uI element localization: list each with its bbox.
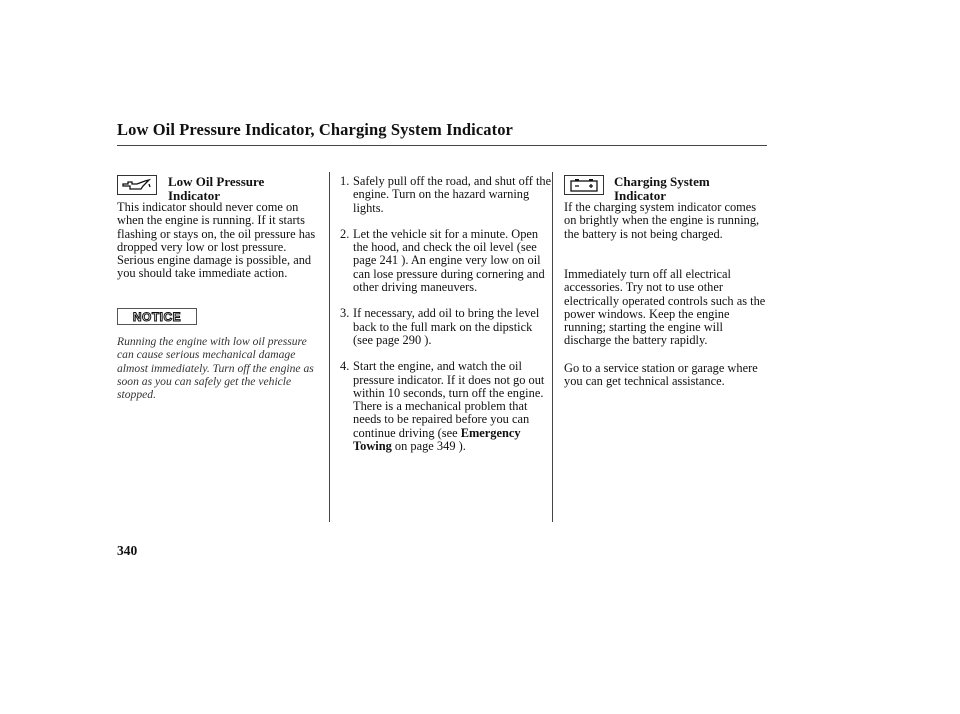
charging-para-1: If the charging system indicator comes on brightly when the engine is running, the battery is not being charged.	[564, 200, 760, 241]
low-oil-heading-line2: Indicator	[168, 187, 220, 203]
charging-para-3: Go to a service station or garage where you can get technical assistance.	[564, 361, 758, 389]
low-oil-heading-line1: Low Oil Pressure	[168, 174, 265, 189]
page-reference: 241	[379, 253, 399, 268]
step-text: Safely pull off the road, and shut off the engine. Turn on the hazard warning lights.	[353, 174, 552, 215]
low-oil-heading	[168, 175, 264, 202]
column-divider-right	[552, 172, 553, 522]
charging-heading-line2: Indicator	[614, 187, 666, 203]
emergency-towing-reference: Emergency Towing	[353, 425, 521, 454]
list-item	[340, 360, 555, 453]
step-number: 4.	[340, 359, 350, 374]
page-reference: 349	[436, 439, 456, 454]
oil-can-icon	[117, 175, 157, 195]
page-title: Low Oil Pressure Indicator, Charging System Indicator	[117, 120, 513, 139]
step-text: If necessary, add oil to bring the level back to the full mark on the dipstick (see page	[353, 306, 540, 347]
charging-heading-line1: Charging System	[614, 174, 710, 189]
step-text-mid: on page	[394, 439, 434, 454]
column-divider-left	[329, 172, 330, 522]
step-text-after: ). An engine very low on oil can lose pressure during cornering and other driving maneuvers.	[353, 253, 545, 295]
step-text-after: ).	[458, 439, 466, 454]
page-number: 340	[117, 543, 138, 558]
page-reference: 290	[402, 332, 422, 347]
list-item	[340, 228, 555, 294]
charging-para-2: Immediately turn off all electrical accessories. Try not to use other electrically operated controls such as the power windows. Keep the engine running; starting the engine will discharge the battery rapidly.	[564, 267, 766, 348]
title-divider	[117, 145, 767, 146]
procedure-steps	[340, 175, 555, 466]
notice-badge	[117, 308, 197, 325]
battery-icon	[564, 175, 604, 195]
list-item	[340, 175, 555, 215]
step-text-after: ).	[424, 332, 432, 347]
list-item	[340, 307, 555, 347]
step-number: 3.	[340, 306, 350, 321]
low-oil-body: This indicator should never come on when the engine is running. If it starts flashing or stays on, the oil pressure has dropped very low or lost pressure. Serious engine damage is possible, and you should take immediate action.	[117, 200, 316, 281]
notice-label: NOTICE	[132, 309, 182, 324]
charging-heading	[614, 175, 710, 202]
notice-text: Running the engine with low oil pressure can cause serious mechanical damage almost immediately. Turn off the engine as soon as you can safely get the vehicle stopped.	[117, 335, 314, 402]
step-number: 2.	[340, 226, 350, 241]
step-text: Let the vehicle sit for a minute. Open the hood, and check the oil level (see page	[353, 226, 539, 268]
step-number: 1.	[340, 174, 350, 188]
step-text: Start the engine, and watch the oil pressure indicator. If it does not go out within 10 seconds, turn off the engine. There is a mechanical problem that needs to be repaired before you can continue driving (see	[353, 359, 545, 440]
